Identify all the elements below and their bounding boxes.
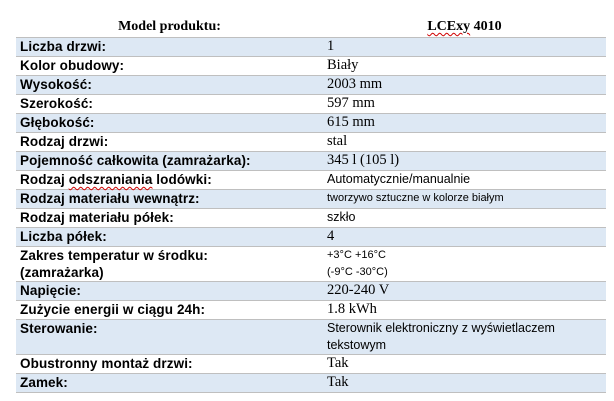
table-row-reversible-door xyxy=(16,355,606,374)
row-value-capacity: 345 l (105 l) xyxy=(323,152,606,171)
row-value-defrost: Automatycznie/manualnie xyxy=(323,171,606,190)
row-value-control: Sterownik elektroniczny z wyświetlaczem tekstowym xyxy=(323,320,606,355)
table-row-energy xyxy=(16,301,606,320)
row-value-temperature: +3°C +16°C (-9°C -30°C) xyxy=(323,247,606,282)
header-model-number: 4010 xyxy=(470,19,502,34)
row-label-depth: Głębokość: xyxy=(16,114,323,133)
row-label-lock: Zamek: xyxy=(16,374,323,393)
row-label-inner-material: Rodzaj materiału wewnątrz: xyxy=(16,190,323,209)
table-row-lock xyxy=(16,374,606,393)
table-header-row xyxy=(16,16,606,38)
table-row-color xyxy=(16,57,606,76)
row-value-door-type: stal xyxy=(323,133,606,152)
row-label-color: Kolor obudowy: xyxy=(16,57,323,76)
row-value-depth: 615 mm xyxy=(323,114,606,133)
table-row-inner-material xyxy=(16,190,606,209)
table-row-temperature xyxy=(16,247,606,282)
row-value-inner-material: tworzywo sztuczne w kolorze białym xyxy=(323,190,606,209)
table-row-height xyxy=(16,76,606,95)
table-row-control xyxy=(16,320,606,355)
table-row-shelf-material xyxy=(16,209,606,228)
table-row-shelves xyxy=(16,228,606,247)
table-row-voltage xyxy=(16,282,606,301)
row-label-temperature: Zakres temperatur w środku: (zamrażarka) xyxy=(16,247,323,282)
row-label-reversible-door: Obustronny montaż drzwi: xyxy=(16,355,323,374)
row-label-doors: Liczba drzwi: xyxy=(16,38,323,57)
row-value-width: 597 mm xyxy=(323,95,606,114)
product-spec-table xyxy=(16,16,606,393)
table-row-capacity xyxy=(16,152,606,171)
row-value-energy: 1.8 kWh xyxy=(323,301,606,320)
header-model-brand: LCExy xyxy=(427,19,471,34)
table-row-doors xyxy=(16,38,606,57)
row-label-shelves: Liczba półek: xyxy=(16,228,323,247)
row-label-capacity: Pojemność całkowita (zamrażarka): xyxy=(16,152,323,171)
row-value-shelf-material: szkło xyxy=(323,209,606,228)
row-value-reversible-door: Tak xyxy=(323,355,606,374)
row-label-control: Sterowanie: xyxy=(16,320,323,355)
row-label-defrost: Rodzaj odszraniania lodówki: xyxy=(16,171,323,190)
row-value-color: Biały xyxy=(323,57,606,76)
row-label-width: Szerokość: xyxy=(16,95,323,114)
table-row-door-type xyxy=(16,133,606,152)
header-model-value xyxy=(323,16,606,38)
row-value-doors: 1 xyxy=(323,38,606,57)
row-value-shelves: 4 xyxy=(323,228,606,247)
row-value-lock: Tak xyxy=(323,374,606,393)
row-label-energy: Zużycie energii w ciągu 24h: xyxy=(16,301,323,320)
row-value-voltage: 220-240 V xyxy=(323,282,606,301)
row-label-height: Wysokość: xyxy=(16,76,323,95)
header-model-label: Model produktu: xyxy=(16,16,323,38)
row-value-height: 2003 mm xyxy=(323,76,606,95)
table-row-defrost xyxy=(16,171,606,190)
row-label-voltage: Napięcie: xyxy=(16,282,323,301)
row-label-shelf-material: Rodzaj materiału półek: xyxy=(16,209,323,228)
table-row-width xyxy=(16,95,606,114)
table-row-depth xyxy=(16,114,606,133)
row-label-door-type: Rodzaj drzwi: xyxy=(16,133,323,152)
